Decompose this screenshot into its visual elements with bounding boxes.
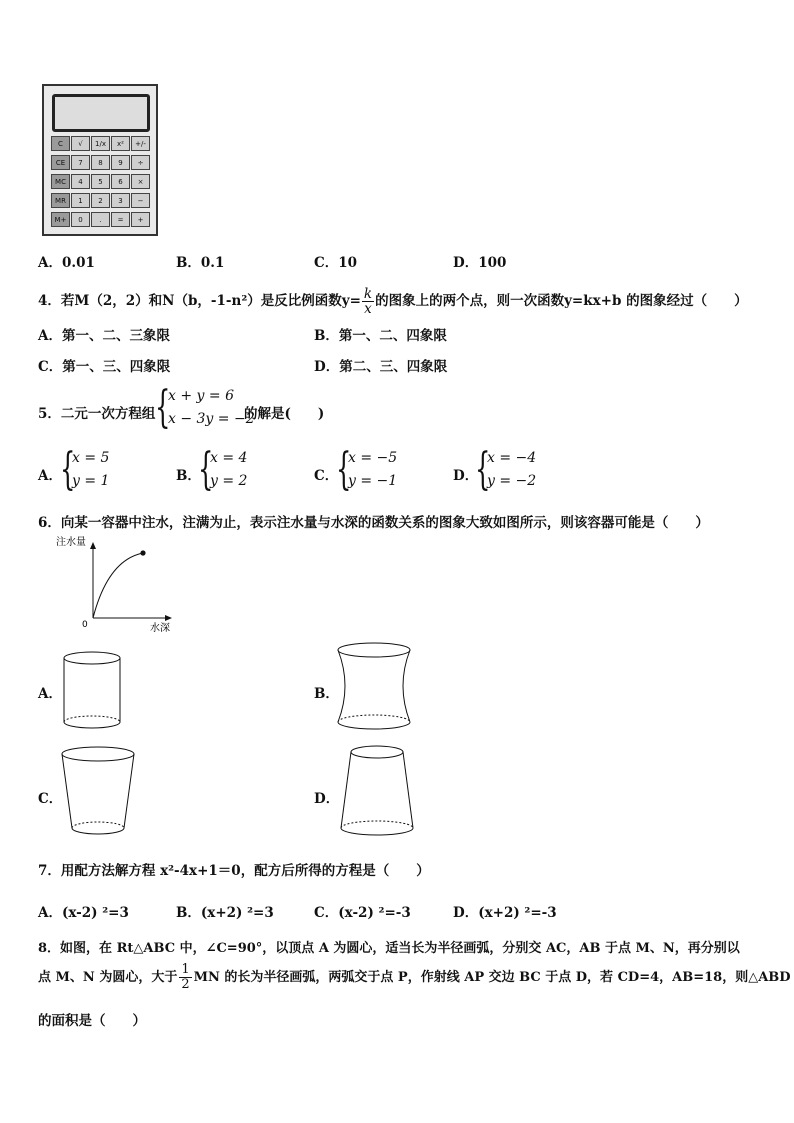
- q3-option-a: A．0.01: [38, 255, 95, 271]
- calculator-key: M+: [51, 212, 70, 227]
- q7-option-c: C．(x-2) ²=-3: [314, 905, 411, 921]
- q4-frac-num: k: [363, 286, 373, 302]
- q5-system: [168, 385, 255, 431]
- q5-option-system: [348, 447, 397, 493]
- q7-option-d: D．(x+2) ²=-3: [453, 905, 557, 921]
- q6-container-a-cylinder: [60, 648, 126, 734]
- q6-graph-end-point: [140, 550, 145, 555]
- calculator-key: 0: [71, 212, 90, 227]
- calculator-key: ×: [131, 174, 150, 189]
- calculator-key: .: [91, 212, 110, 227]
- q5-option-equation: x = −5: [348, 450, 398, 466]
- calculator-key: 2: [91, 193, 110, 208]
- q5-option-label: D．: [453, 468, 479, 484]
- calculator-key: x²: [111, 136, 130, 151]
- q7-stem: 7．用配方法解方程 x²-4x+1＝0，配方后所得的方程是（ ）: [38, 863, 430, 879]
- calculator-key: C: [51, 136, 70, 151]
- calculator-key: +: [131, 212, 150, 227]
- q6-stem: 6．向某一容器中注水，注满为止，表示注水量与水深的函数关系的图象大致如图所示，则该容器可能是（ ）: [38, 515, 709, 531]
- q6-graph-xlabel: 水深: [150, 623, 170, 634]
- q7-option-b: B．(x+2) ²=3: [176, 905, 274, 921]
- q4-fraction: [362, 287, 374, 316]
- q4-option-c: C．第一、三、四象限: [38, 359, 171, 375]
- q8-line2-end: MN 的长为半径画弧，两弧交于点 P，作射线 AP 交边 BC 于点 D，若 CD=4，AB=18，则△ABD: [193, 970, 791, 985]
- calculator-key: 3: [111, 193, 130, 208]
- q5-option-system: [72, 447, 109, 493]
- q6-graph-ylabel: 注水量: [56, 537, 86, 548]
- q5-option-brace: {: [198, 444, 214, 495]
- q6-container-b-waisted: [334, 640, 414, 736]
- calculator-key: √: [71, 136, 90, 151]
- q6-option-d: D．: [314, 791, 340, 807]
- q5-option-equation: y = 1: [72, 473, 110, 489]
- calculator-key: +/-: [131, 136, 150, 151]
- q5-stem-start: 5．二元一次方程组: [38, 406, 156, 422]
- q4-stem-end: 的图象上的两个点，则一次函数y=kx+b 的图象经过（ ）: [375, 293, 748, 309]
- q6-graph-y-arrow: [90, 542, 96, 549]
- q4-stem: [38, 287, 748, 316]
- q6-container-c-widening: [58, 744, 138, 840]
- q6-graph-x-arrow: [165, 615, 172, 621]
- q6-container-d-narrowing: [336, 742, 418, 842]
- calculator-screen: [52, 94, 150, 132]
- q5-option-equation: y = −2: [487, 473, 537, 489]
- q5-option-label: A．: [38, 468, 62, 484]
- calculator-key: MC: [51, 174, 70, 189]
- calculator-key: 9: [111, 155, 130, 170]
- calculator-key: ÷: [131, 155, 150, 170]
- calculator-key: 4: [71, 174, 90, 189]
- q8-fraction: [179, 963, 191, 992]
- q5-eq2: x − 3y = −2: [168, 411, 255, 427]
- q8-line3: 的面积是（ ）: [38, 1013, 146, 1029]
- q6-option-c: C．: [38, 791, 63, 807]
- q5-option-brace: {: [336, 444, 352, 495]
- q4-option-b: B．第一、二、四象限: [314, 328, 447, 344]
- calculator-key: 7: [71, 155, 90, 170]
- q4-frac-den: x: [364, 301, 372, 317]
- q5-option-equation: y = 2: [210, 473, 248, 489]
- q6-option-a: A．: [38, 686, 62, 702]
- calculator-key: 1/x: [91, 136, 110, 151]
- q7-option-a: A．(x-2) ²=3: [38, 905, 129, 921]
- q4-stem-start: 4．若M（2，2）和N（b，-1-n²）是反比例函数y=: [38, 293, 361, 309]
- q6-option-b: B．: [314, 686, 339, 702]
- q5-stem-end: 的解是( ): [244, 406, 325, 422]
- q5-option-label: B．: [176, 468, 201, 484]
- calculator-key: =: [111, 212, 130, 227]
- calculator-key: 1: [71, 193, 90, 208]
- q8-frac-num: 1: [181, 962, 190, 977]
- q5-option-brace: {: [60, 444, 76, 495]
- q5-option-equation: x = 4: [210, 450, 248, 466]
- q5-option-label: C．: [314, 468, 339, 484]
- calculator-key: MR: [51, 193, 70, 208]
- calculator-key: 6: [111, 174, 130, 189]
- q5-option-system: [210, 447, 247, 493]
- q3-option-d: D．100: [453, 255, 507, 271]
- q3-option-c: C．10: [314, 255, 358, 271]
- q5-option-brace: {: [475, 444, 491, 495]
- q3-option-b: B．0.1: [176, 255, 225, 271]
- calculator-key: 8: [91, 155, 110, 170]
- q4-option-a: A．第一、二、三象限: [38, 328, 170, 344]
- calculator-key: CE: [51, 155, 70, 170]
- q6-graph-curve: [93, 553, 143, 618]
- q5-option-equation: x = 5: [72, 450, 110, 466]
- q5-option-equation: x = −4: [487, 450, 537, 466]
- q5-option-system: [487, 447, 536, 493]
- calculator-key: 5: [91, 174, 110, 189]
- q8-line1: 8．如图，在 Rt△ABC 中，∠C=90°，以顶点 A 为圆心，适当长为半径画弧，分别交 AC，AB 于点 M、N，再分别以: [38, 941, 740, 956]
- q5-option-equation: y = −1: [348, 473, 398, 489]
- q6-graph: [50, 532, 180, 637]
- q8-line2: [38, 963, 791, 992]
- q4-option-d: D．第二、三、四象限: [314, 359, 448, 375]
- q8-frac-den: 2: [181, 977, 190, 992]
- q6-graph-origin: 0: [82, 620, 88, 630]
- q5-system-brace: {: [155, 382, 171, 433]
- q8-line2-start: 点 M、N 为圆心，大于: [38, 970, 178, 985]
- calculator-image: [42, 84, 158, 236]
- calculator-key: −: [131, 193, 150, 208]
- q5-eq1: x + y = 6: [168, 388, 234, 404]
